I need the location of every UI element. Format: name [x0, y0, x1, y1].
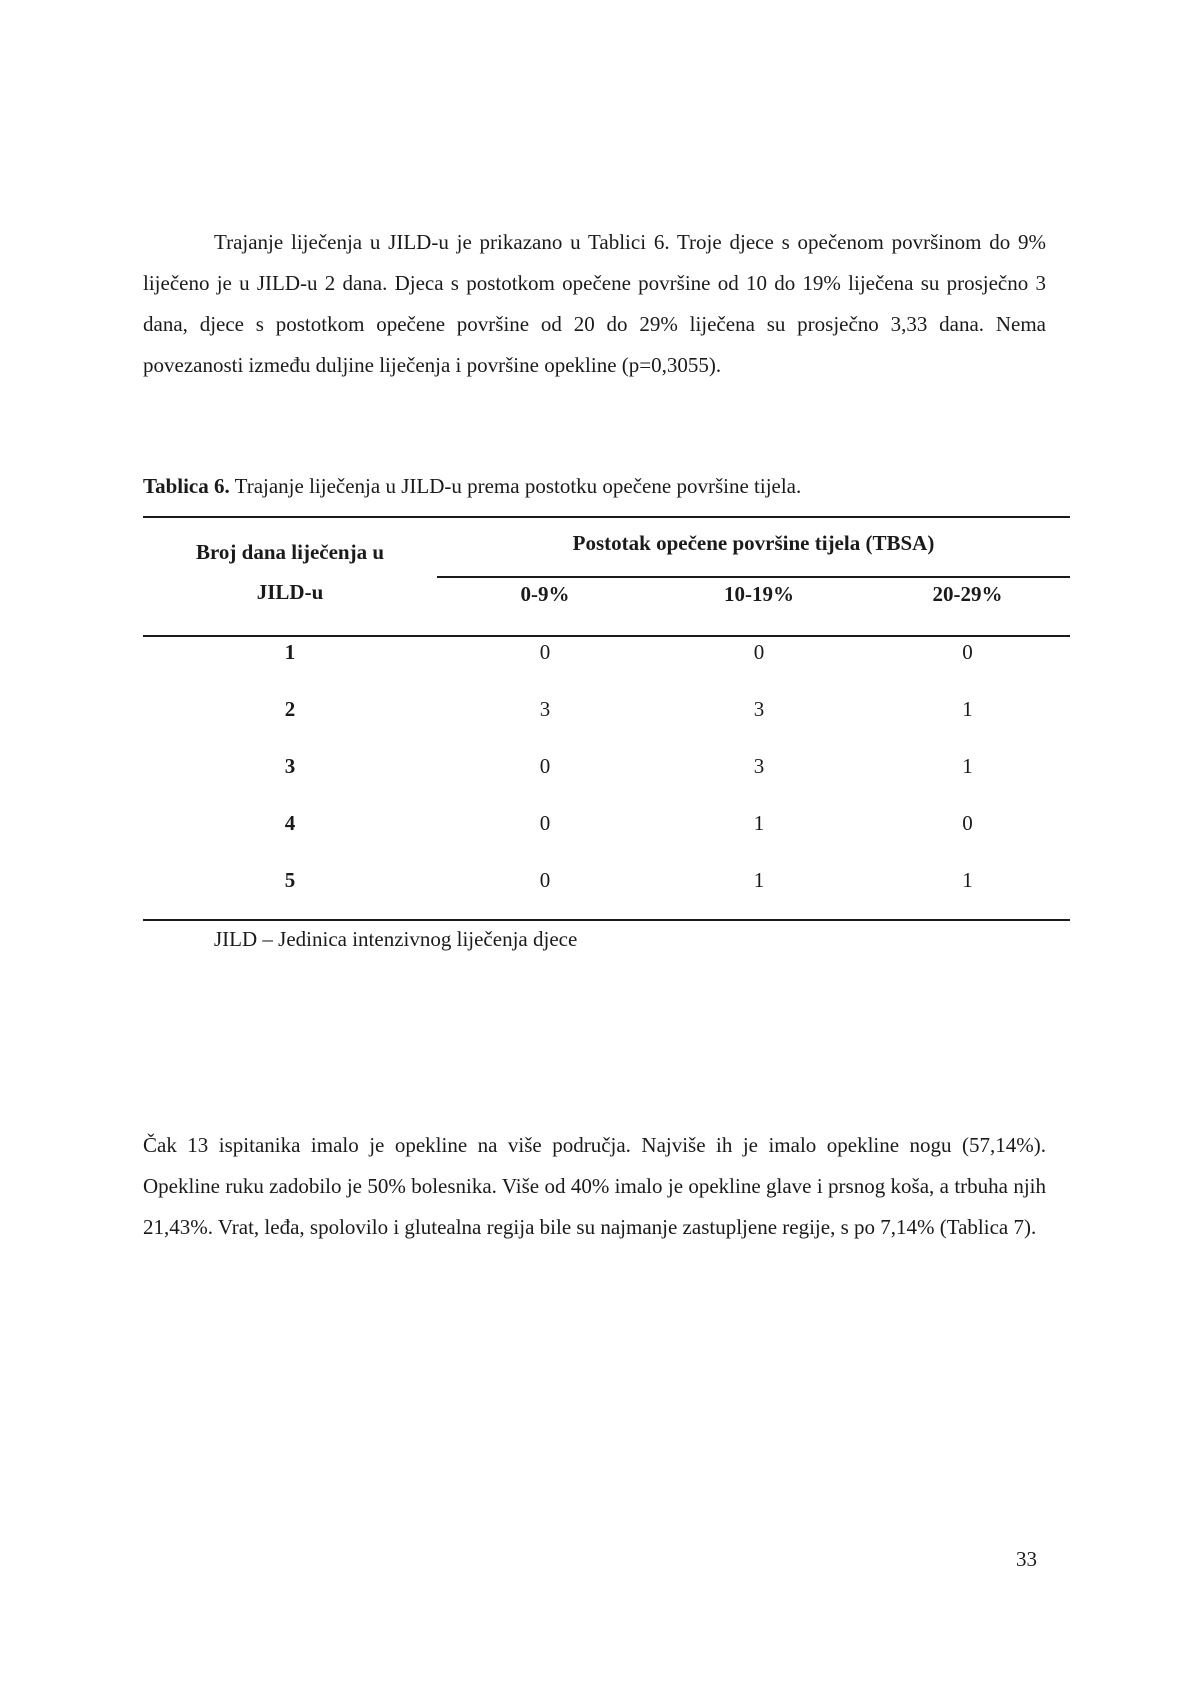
- group-header-rule: [437, 576, 1070, 578]
- row-header-line2: JILD-u: [256, 580, 324, 604]
- cell-value: 1: [962, 754, 973, 778]
- table-header-rule: [143, 635, 1070, 637]
- table-bottom-rule: [143, 919, 1070, 921]
- table-caption-text: Trajanje liječenja u JILD-u prema postotku opečene površine tijela.: [229, 474, 802, 498]
- column-header-20-29: 20-29%: [932, 582, 1003, 606]
- cell-value: 3: [753, 754, 765, 778]
- table-caption: [143, 472, 801, 500]
- cell-value: 1: [753, 811, 765, 835]
- cell-value: 1: [962, 697, 973, 721]
- cell-value: 0: [539, 811, 551, 835]
- cell-value: 0: [753, 640, 765, 664]
- cell-value: 0: [539, 754, 551, 778]
- cell-value: 0: [962, 640, 973, 664]
- cell-value: 1: [753, 868, 765, 892]
- row-day: 5: [284, 868, 296, 892]
- cell-value: 0: [539, 640, 551, 664]
- column-header-10-19: 10-19%: [724, 582, 794, 606]
- column-header-0-9: 0-9%: [520, 582, 570, 606]
- intro-paragraph: Trajanje liječenja u JILD-u je prikazano u Tablici 6. Troje djece s opečenom površinom do 9% liječeno je u JILD-u 2 dana. Djeca s postotkom opečene površine od 10 do 19% liječena su prosječno 3 dana, djece s postotkom opečene površine od 20 do 29% liječena su prosječno 3,33 dana. Nema povezanosti između duljine liječenja i površine opekline (p=0,3055).: [143, 230, 1046, 377]
- row-day: 1: [284, 640, 296, 664]
- cell-value: 0: [962, 811, 973, 835]
- page-number: 33: [1016, 1547, 1037, 1571]
- body-paragraph: Čak 13 ispitanika imalo je opekline na više područja. Najviše ih je imalo opekline nogu (57,14%). Opekline ruku zadobilo je 50% bolesnika. Više od 40% imalo je opekline glave i prsnog koša, a trbuha njih 21,43%. Vrat, leđa, spolovilo i glutealna regija bile su najmanje zastupljene regije, s po 7,14% (Tablica 7).: [143, 1133, 1046, 1239]
- table-footnote: JILD – Jedinica intenzivnog liječenja djece: [214, 927, 578, 951]
- group-header: Postotak opečene površine tijela (TBSA): [572, 531, 935, 555]
- cell-value: 0: [539, 868, 551, 892]
- row-day: 4: [284, 811, 296, 835]
- cell-value: 3: [539, 697, 551, 721]
- row-header-line1: Broj dana liječenja u: [195, 540, 385, 564]
- row-day: 3: [284, 754, 296, 778]
- row-day: 2: [284, 697, 296, 721]
- cell-value: 1: [962, 868, 973, 892]
- table-top-rule: [143, 516, 1070, 518]
- cell-value: 3: [753, 697, 765, 721]
- table-caption-label: Tablica 6.: [143, 474, 230, 498]
